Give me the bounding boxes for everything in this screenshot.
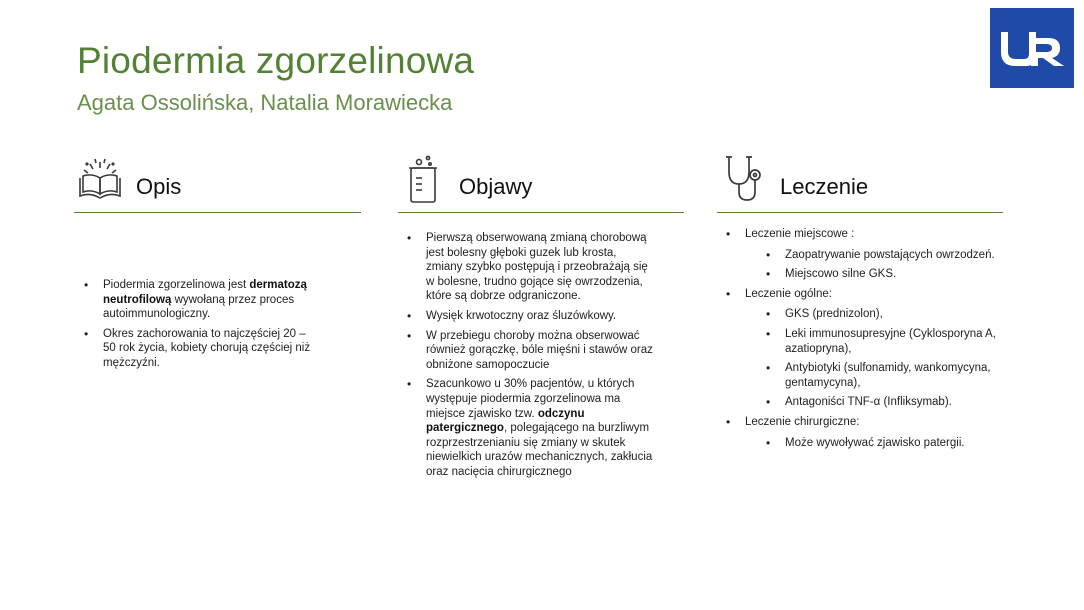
list-item: • Pierwszą obserwowaną zmianą chorobową jest bolesny głęboki guzek lub krosta, zmiany szybko postępują i przeobrażają się w bolesne, trudno gojące się owrzodzenia, które są dobrze odgraniczone. [404, 231, 654, 304]
list-item: • Leczenie miejscowe : [723, 227, 1013, 242]
ur-logo-icon [990, 8, 1074, 88]
lab-beaker-icon [406, 154, 440, 209]
column-header-leczenie [717, 160, 1003, 213]
list-item: • Leczenie chirurgiczne: [723, 415, 1013, 430]
list-item: • Leki immunosupresyjne (Cyklosporyna A, azatiopryna), [723, 327, 1013, 356]
university-logo [990, 8, 1074, 88]
list-item: • Może wywoływać zjawisko patergii. [723, 436, 1013, 451]
list-item: • Leczenie ogólne: [723, 287, 1013, 302]
list-item: • Antybiotyki (sulfonamidy, wankomycyna, gentamycyna), [723, 361, 1013, 390]
column-heading: Leczenie [780, 174, 869, 199]
column-header-opis [74, 160, 361, 213]
list-item: • W przebiegu choroby można obserwować również gorączkę, bóle mięśni i stawów oraz obniżone samopoczucie [404, 329, 654, 373]
column-heading: Objawy [459, 174, 533, 199]
objawy-list [404, 231, 654, 485]
list-item: • Antagoniści TNF-α (Infliksymab). [723, 395, 1013, 410]
list-item: • Szacunkowo u 30% pacjentów, u których występuje piodermia zgorzelinowa ma miejsce zjawisko tzw. odczynu patergicznego, polegającego na burzliwym rozprzestrzenianiu się zmiany w skutek niewielkich urazów mechanicznych, zakłucia oraz nacięcia chirurgicznego [404, 377, 654, 479]
column-header-objawy [398, 160, 684, 213]
stethoscope-icon [723, 154, 767, 209]
list-item: • Miejscowo silne GKS. [723, 267, 1013, 282]
list-item: • GKS (prednizolon), [723, 307, 1013, 322]
open-book-icon [76, 156, 124, 209]
list-item: • Piodermia zgorzelinowa jest dermatozą neutrofilową wywołaną przez proces autoimmunologiczny. [81, 278, 321, 322]
leczenie-list [723, 227, 1013, 455]
list-item: • Zaopatrywanie powstających owrzodzeń. [723, 248, 1013, 263]
column-heading: Opis [136, 174, 182, 199]
list-item: • Okres zachorowania to najczęściej 20 – 50 rok życia, kobiety chorują częściej niż mężczyźni. [81, 327, 321, 371]
list-item: • Wysięk krwotoczny oraz śluzówkowy. [404, 309, 654, 324]
page-subtitle: Agata Ossolińska, Natalia Morawiecka [77, 90, 453, 115]
opis-list [81, 278, 321, 376]
page-title: Piodermia zgorzelinowa [77, 40, 475, 81]
